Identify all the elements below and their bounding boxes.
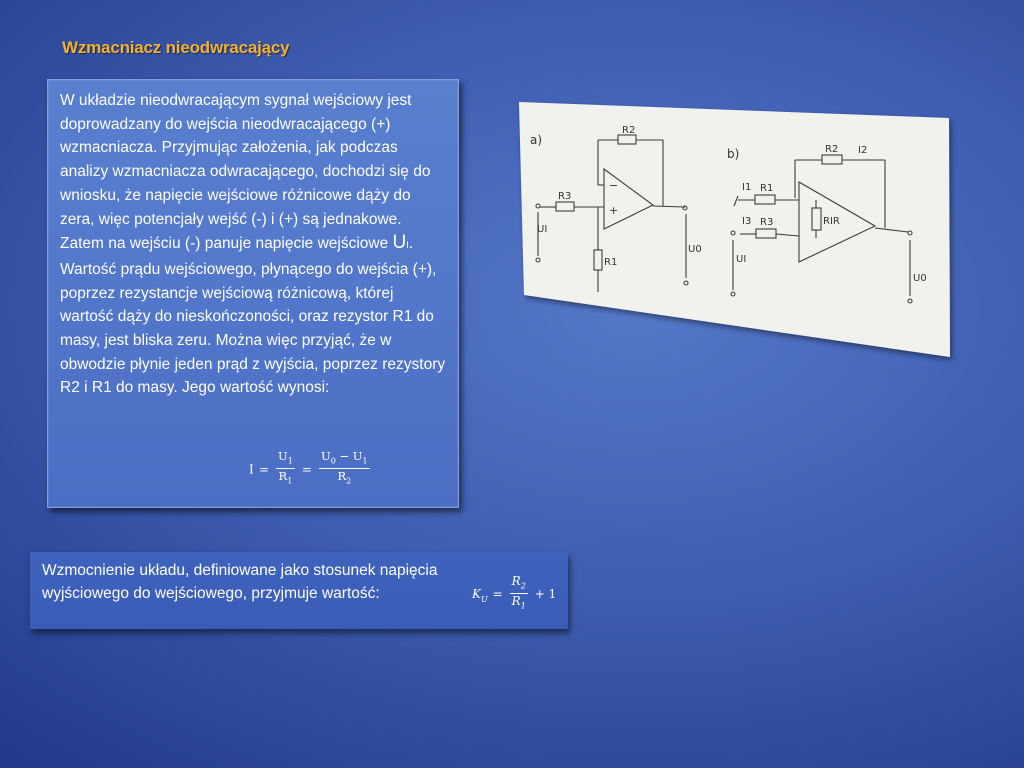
- input-voltage-symbol: U: [392, 232, 407, 254]
- circuit-a-r2: R2: [622, 125, 636, 136]
- circuit-b-r1: R1: [760, 183, 774, 194]
- circuit-b-label: b): [727, 147, 740, 161]
- circuit-b-i2: I2: [858, 145, 868, 156]
- circuit-a-plus: +: [609, 204, 619, 217]
- input-voltage-subscript: I: [406, 240, 409, 251]
- circuit-a-r3: R3: [558, 191, 572, 202]
- gain-denominator-sub: 1: [520, 601, 526, 611]
- frac2-numerator-a-sub: 0: [330, 456, 336, 466]
- gain-numerator: R: [511, 574, 521, 588]
- formula-current-lhs: I: [249, 462, 254, 477]
- frac2-numerator-b: U: [352, 449, 363, 463]
- circuit-a-label: a): [530, 133, 543, 147]
- circuit-a-ui: UI: [537, 224, 548, 235]
- circuit-b-rir: RIR: [823, 216, 840, 227]
- frac2-numerator-b-sub: 1: [362, 456, 368, 466]
- frac1-denominator: R: [278, 469, 288, 484]
- slide-title: Wzmacniacz nieodwracający: [62, 38, 290, 57]
- circuit-b-r3: R3: [760, 217, 774, 228]
- description-text-part-1: W układzie nieodwracającym sygnał wejściowy jest doprowadzany do wejścia nieodwracającego (+) wzmacniacza. Przyjmując założenia, jak podczas analizy wzmacniacza odwracającego, dochodzi się do wniosku, że napięcie wejściowe różnicowe dąży do zera, więc potencjały wejść (-) i (+) są jednakowe. Zatem na wejściu (-) panuje napięcie wejściowe: [60, 92, 431, 253]
- gain-lhs: K: [472, 586, 481, 601]
- circuit-b-i3: I3: [742, 216, 752, 227]
- frac2-denominator: R: [337, 469, 347, 484]
- frac1-numerator-sub: 1: [287, 456, 293, 466]
- description-text-part-2: . Wartość prądu wejściowego, płynącego do wejścia (+), poprzez rezystancje wejściową różnicową, której wartość dąży do nieskończoności, oraz rezystor R1 do masy, jest bliska zeru. Można więc przyjąć, że w obwodzie płynie jeden prąd z wyjścia, poprzez rezystory R2 i R1 do masy. Jego wartość wynosi:: [60, 235, 446, 397]
- gain-lhs-sub: U: [480, 594, 488, 604]
- frac2-minus: −: [339, 449, 350, 463]
- circuit-b-r2: R2: [825, 144, 839, 155]
- frac2-numerator-a: U: [321, 449, 331, 463]
- circuit-a-u0: U0: [688, 244, 702, 255]
- formula-equals-1: =: [258, 462, 269, 477]
- frac2-denominator-sub: 2: [346, 476, 352, 486]
- frac1-denominator-sub: 1: [287, 476, 293, 486]
- circuit-a-r1: R1: [604, 257, 618, 268]
- circuit-b-u0: U0: [913, 273, 927, 284]
- formula-equals-2: =: [301, 462, 312, 477]
- circuit-b-ui: UI: [736, 254, 747, 265]
- gain-plus-one: + 1: [534, 586, 557, 601]
- gain-numerator-sub: 2: [520, 581, 526, 591]
- gain-denominator: R: [511, 594, 521, 609]
- gain-equals: =: [492, 586, 503, 601]
- gain-description: Wzmocnienie układu, definiowane jako stosunek napięcia wyjściowego do wejściowego, przyjmuje wartość:: [42, 562, 438, 602]
- circuit-b-i1: I1: [742, 182, 752, 193]
- circuit-a-minus: −: [609, 179, 619, 192]
- frac1-numerator: U: [278, 449, 288, 463]
